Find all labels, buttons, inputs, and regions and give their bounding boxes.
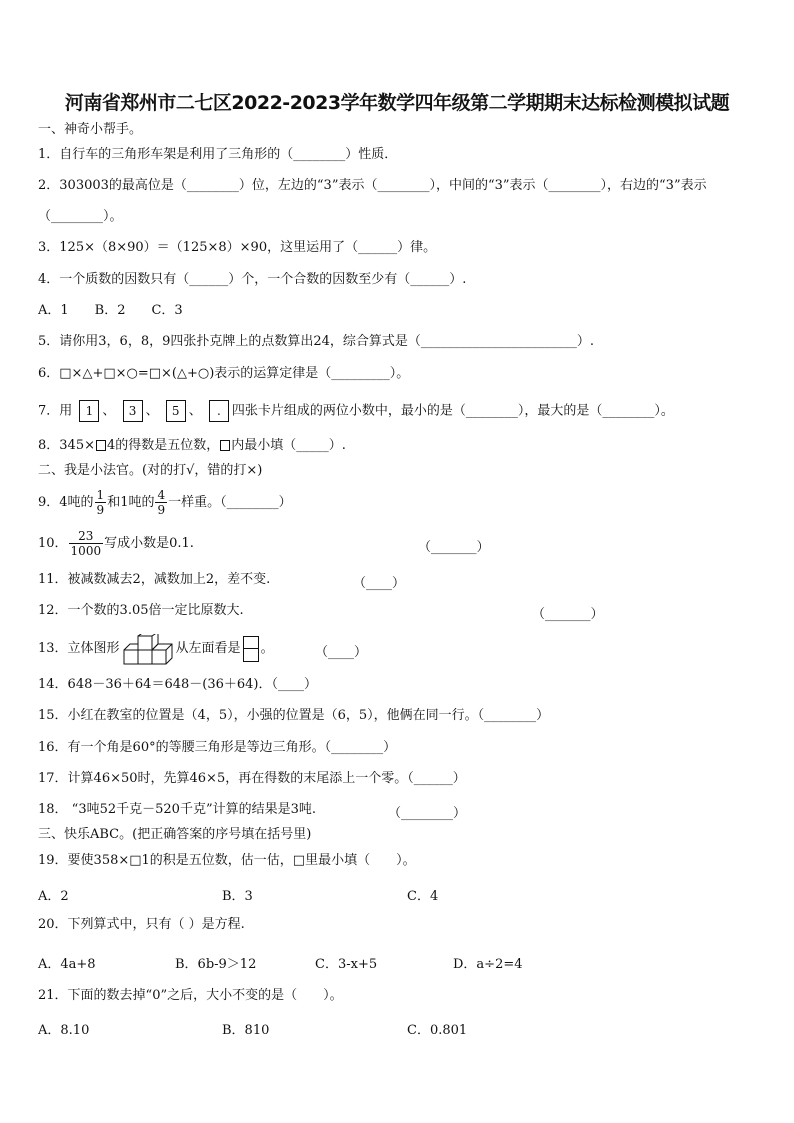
question-13-suffix: 。 [260,641,274,656]
question-9-suffix: 一样重。（________） [168,495,292,510]
section-3-heading: 三、快乐ABC。(把正确答案的序号填在括号里) [38,827,312,842]
question-8-prefix: 8．345× [38,438,95,453]
question-9-middle: 和1吨的 [107,495,155,510]
fraction [155,488,167,517]
question-14: 14．648－36＋64＝648－(36＋64)．（____） [38,677,317,692]
question-13 [38,632,274,666]
answer-blank[interactable]: （____） [353,576,406,591]
question-3: 3．125×（8×90）＝（125×8）×90，这里运用了（______）律。 [38,240,437,255]
question-17: 17．计算46×50时，先算46×5，再在得数的末尾添上一个零。（______） [38,771,466,786]
option-c[interactable]: C．4 [407,889,439,904]
question-1: 1．自行车的三角形车架是利用了三角形的（________）性质． [38,147,398,162]
fraction-denominator: 9 [157,503,166,517]
question-11: 11．被减数减去2，减数加上2，差不变. [38,572,271,587]
question-10 [38,527,194,561]
question-18: 18． “3吨52千克－520千克”计算的结果是3吨. [38,802,316,817]
option-a[interactable]: A．8.10 [38,1023,90,1038]
option-b[interactable]: B．3 [222,889,253,904]
side-view-icon [243,636,259,662]
question-9-prefix: 9．4吨的 [38,495,94,510]
section-2-heading: 二、我是小法官。(对的打√，错的打×) [38,463,263,478]
option-c[interactable]: C．3-x+5 [315,957,378,972]
fraction-denominator: 9 [96,503,105,517]
question-6: 6．□×△+□×○=□×(△+○)表示的运算定律是（_________）。 [38,366,410,381]
blank-box-icon [96,440,106,451]
question-20: 20．下列算式中，只有（ ）是方程. [38,917,245,932]
fraction-denominator: 1000 [70,544,102,558]
question-10-text: 写成小数是0.1. [104,536,194,551]
fraction [95,488,107,517]
question-15: 15．小红在教室的位置是（4，5），小强的位置是（6，5），他俩在同一行。（________） [38,708,550,723]
question-10-prefix: 10． [38,536,68,551]
number-card: 1 [79,400,99,422]
fraction [69,529,104,558]
answer-blank[interactable]: （____） [315,645,368,660]
number-card: 5 [166,400,186,422]
answer-blank[interactable]: （_______） [532,607,604,622]
question-13-prefix: 13．立体图形 [38,641,120,656]
question-4-options: A．1 B．2 C．3 [38,303,183,318]
option-c[interactable]: C．0.801 [407,1023,468,1038]
question-8-middle: 4的得数是五位数， [106,438,220,453]
option-b[interactable]: B．810 [222,1023,270,1038]
option-b[interactable]: B．6b-9＞12 [175,957,257,972]
question-2-line-2: （________）。 [38,209,123,224]
question-21: 21．下面的数去掉“0”之后，大小不变的是（ ）。 [38,988,343,1003]
answer-blank[interactable]: （_______） [418,540,490,555]
fraction-numerator: 4 [157,488,166,502]
cube-figure-icon [122,634,174,664]
question-16: 16．有一个角是60°的等腰三角形是等边三角形。（________） [38,740,397,755]
question-5: 5．请你用3，6，8，9四张扑克牌上的点数算出24，综合算式是（________________________）. [38,334,595,349]
fraction-numerator: 1 [96,488,105,502]
fraction-numerator: 23 [69,529,104,544]
section-1-heading: 一、神奇小帮手。 [38,122,143,137]
blank-box-icon [220,440,230,451]
question-8-suffix: 内最小填（_____）. [231,438,346,453]
question-4: 4．一个质数的因数只有（______）个，一个合数的因数至少有（______）. [38,272,467,287]
question-7-prefix: 7．用 [38,403,73,419]
question-7 [38,400,674,423]
separator: 、 [188,403,202,419]
number-card: 3 [123,400,143,422]
option-a[interactable]: A．4a+8 [38,957,96,972]
answer-blank[interactable]: （________） [388,806,467,821]
question-9 [38,486,292,520]
page-title: 河南省郑州市二七区2022-2023学年数学四年级第二学期期末达标检测模拟试题 [64,92,730,114]
separator: 、 [145,403,159,419]
question-13-middle: 从左面看是 [175,641,241,656]
separator: 、 [102,403,116,419]
question-2-line-1: 2．303003的最高位是（________）位，左边的“3”表示（________），中间的“3”表示（________），右边的“3”表示 [38,178,707,193]
question-12: 12．一个数的3.05倍一定比原数大. [38,603,244,618]
option-d[interactable]: D．a÷2=4 [453,957,523,972]
decimal-point-card: . [209,400,229,422]
question-8 [38,438,346,454]
option-a[interactable]: A．2 [38,889,69,904]
question-7-suffix: 四张卡片组成的两位小数中，最小的是（________），最大的是（________）。 [231,403,674,419]
question-19: 19．要使358×□1的积是五位数，估一估，□里最小填（ ）。 [38,853,416,868]
